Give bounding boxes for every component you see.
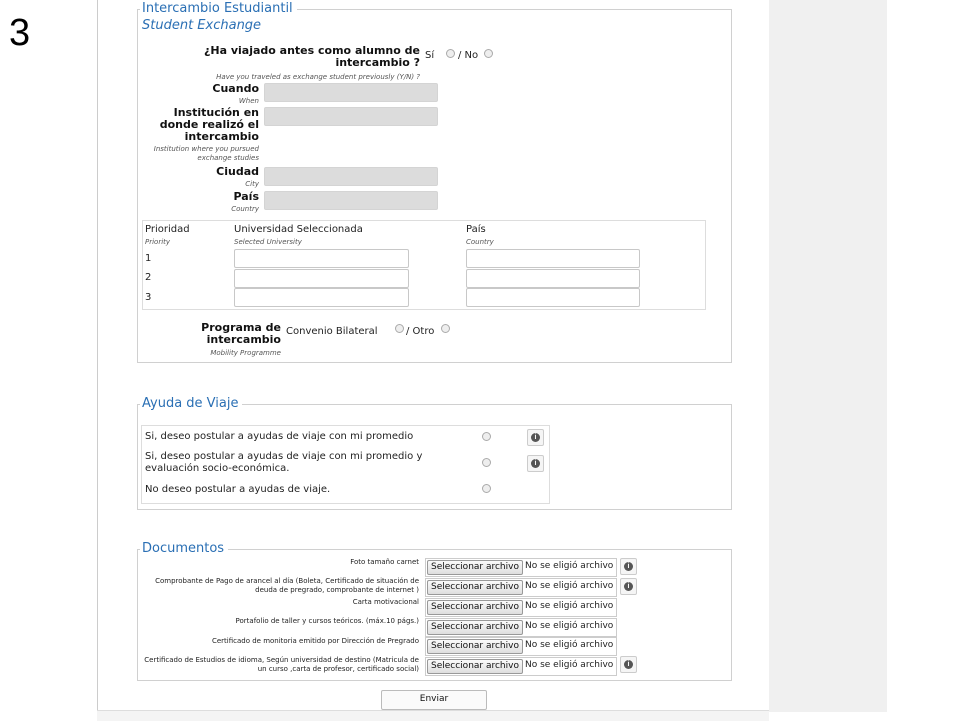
priority-header: Prioridad <box>145 224 190 235</box>
info-icon: i <box>531 433 540 442</box>
document-label-monitoring: Certificado de monitoria emitido por Dirección de Pregrado <box>211 637 419 645</box>
document-label-language: Certificado de Estudios de idioma, Según universidad de destino (Matricula de un curso ,carta de profesor, certificado social) <box>144 656 419 673</box>
university-hint: Selected University <box>234 238 302 246</box>
submit-button[interactable]: Enviar <box>381 690 487 710</box>
document-label-photo: Foto tamaño carnet <box>350 558 419 566</box>
university-input-3[interactable] <box>234 288 409 307</box>
table-row-number: 2 <box>145 272 152 283</box>
bilateral-radio[interactable] <box>395 324 404 333</box>
country-hint: Country <box>231 205 259 213</box>
previous-exchange-hint: Have you traveled as exchange student previously (Y/N) ? <box>216 73 420 81</box>
previous-exchange-label: ¿Ha viajado antes como alumno de intercambio ? <box>204 44 420 69</box>
when-label: Cuando <box>212 82 259 95</box>
programme-hint: Mobility Programme <box>210 349 281 357</box>
exchange-subtitle: Student Exchange <box>142 18 262 33</box>
other-radio[interactable] <box>441 324 450 333</box>
select-file-button[interactable]: Seleccionar archivo <box>427 639 523 654</box>
yes-radio[interactable] <box>446 49 455 58</box>
when-hint: When <box>238 97 259 105</box>
document-label-portfolio: Portafolio de taller y cursos teóricos. (máx.10 págs.) <box>235 617 419 625</box>
table-row-number: 3 <box>145 292 152 303</box>
select-file-button[interactable]: Seleccionar archivo <box>427 620 523 635</box>
file-status: No se eligió archivo <box>525 561 614 571</box>
info-icon: i <box>624 582 633 591</box>
travel-aid-radio-none[interactable] <box>482 484 491 493</box>
city-hint: City <box>245 180 259 188</box>
info-button[interactable] <box>620 578 637 595</box>
exchange-legend: Intercambio Estudiantil <box>140 1 297 17</box>
file-status: No se eligió archivo <box>525 621 614 631</box>
file-status: No se eligió archivo <box>525 601 614 611</box>
university-header: Universidad Seleccionada <box>234 224 363 235</box>
info-icon: i <box>624 562 633 571</box>
country-input-2[interactable] <box>466 269 640 288</box>
yes-label: Sí <box>425 50 435 61</box>
info-button[interactable] <box>620 656 637 673</box>
city-input[interactable] <box>264 167 438 186</box>
travel-aid-radio-average[interactable] <box>482 432 491 441</box>
select-file-button[interactable]: Seleccionar archivo <box>427 659 523 674</box>
info-icon: i <box>624 660 633 669</box>
priority-hint: Priority <box>145 238 171 246</box>
info-button[interactable] <box>527 429 544 446</box>
documents-legend: Documentos <box>140 541 228 557</box>
country-input[interactable] <box>264 191 438 210</box>
country-input-3[interactable] <box>466 288 640 307</box>
right-gutter <box>769 0 887 712</box>
step-number: 3 <box>9 12 31 54</box>
country-label: País <box>233 190 259 203</box>
select-file-button[interactable]: Seleccionar archivo <box>427 600 523 615</box>
travel-aid-radio-socioeconomic[interactable] <box>482 458 491 467</box>
travel-aid-option-none: No deseo postular a ayudas de viaje. <box>145 484 331 495</box>
country-col-hint: Country <box>466 238 494 246</box>
select-file-button[interactable]: Seleccionar archivo <box>427 560 523 575</box>
bilateral-label: Convenio Bilateral <box>286 326 378 337</box>
bottom-edge <box>97 710 769 721</box>
other-label: / Otro <box>406 326 435 337</box>
select-file-button[interactable]: Seleccionar archivo <box>427 580 523 595</box>
university-input-1[interactable] <box>234 249 409 268</box>
university-input-2[interactable] <box>234 269 409 288</box>
city-label: Ciudad <box>216 165 259 178</box>
info-button[interactable] <box>527 455 544 472</box>
no-label: / No <box>458 50 479 61</box>
travel-aid-option-socioeconomic: Si, deseo postular a ayudas de viaje con mi promedio y evaluación socio-económica. <box>145 451 423 474</box>
country-input-1[interactable] <box>466 249 640 268</box>
document-label-payment: Comprobante de Pago de arancel al día (Boleta, Certificado de situación de deuda de pregrado, comprobante de internet ) <box>155 577 419 594</box>
when-input[interactable] <box>264 83 438 102</box>
travel-aid-option-average: Si, deseo postular a ayudas de viaje con mi promedio <box>145 431 414 442</box>
country-header: País <box>466 224 486 235</box>
file-status: No se eligió archivo <box>525 640 614 650</box>
info-button[interactable] <box>620 558 637 575</box>
institution-input[interactable] <box>264 107 438 126</box>
file-status: No se eligió archivo <box>525 660 614 670</box>
travel-aid-legend: Ayuda de Viaje <box>140 396 242 412</box>
institution-label: Institución en donde realizó el intercambio <box>159 106 259 143</box>
no-radio[interactable] <box>484 49 493 58</box>
institution-hint: Institution where you pursued exchange studies <box>153 145 259 162</box>
info-icon: i <box>531 459 540 468</box>
table-row-number: 1 <box>145 253 152 264</box>
programme-label: Programa de intercambio <box>201 321 281 346</box>
document-label-motivation: Carta motivacional <box>352 598 419 606</box>
file-status: No se eligió archivo <box>525 581 614 591</box>
